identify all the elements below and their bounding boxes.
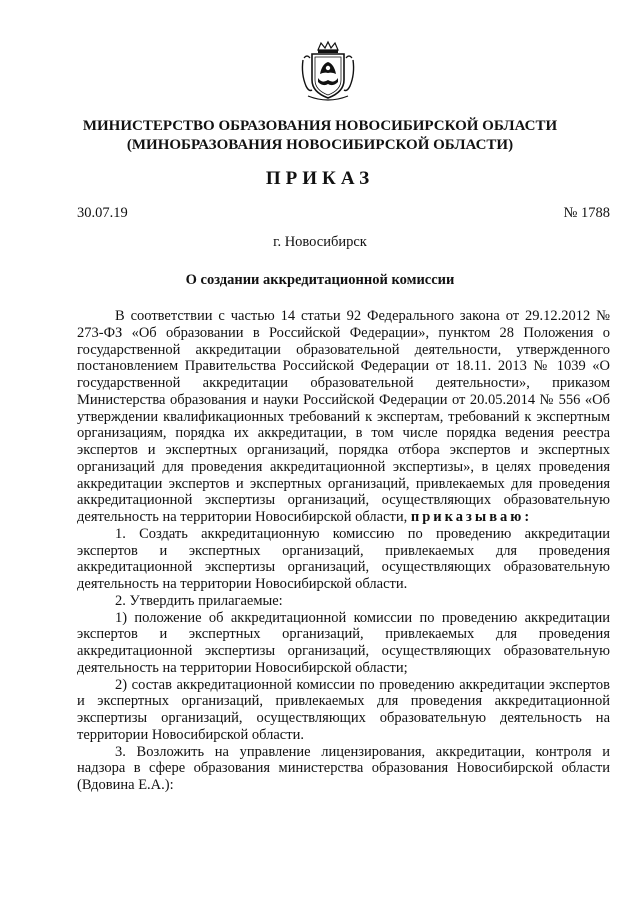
order-item: 3. Возложить на управление лицензирования, аккредитации, контроля и надзора в сфере образования министерства образования Новосибирской области (Вдовина Е.А.): [77,743,610,793]
ministry-short-name: (МИНОБРАЗОВАНИЯ НОВОСИБИРСКОЙ ОБЛАСТИ) [126,137,514,153]
order-city: г. Новосибирск [273,234,367,250]
order-preamble [77,308,610,526]
preamble-text: В соответствии с частью 14 статьи 92 Федерального закона от 29.12.2012 № 273-ФЗ «Об образовании в Российской Федерации», пунктом 28 Положения о государственной аккредитации образовательной деятельности, утвержденного постановлением Правительства Российской Федерации от 18.11. 2013 № 1039 «О государственной аккредитации образовательной деятельности», приказом Министерства образования и науки Российской Федерации от 20.05.2014 № 556 «Об утверждении квалификационных требований к экспертам, требований к экспертным организациям, порядка их аккредитации, в том числе порядка ведения реестра экспертов и экспертных организаций, порядка отбора экспертов и экспертных организаций для проведения аккредитационной экспертизы», в целях проведения аккредитации экспертов и экспертных организаций, привлекаемых для проведения аккредитационной экспертизы организаций, осуществляющих образовательную деятельность на территории Новосибирской области, [77,308,610,525]
order-item: 2. Утвердить прилагаемые: [115,592,283,609]
order-title: ПРИКАЗ [265,168,375,189]
order-item: 2) состав аккредитационной комиссии по проведению аккредитации экспертов и экспертных организаций, привлекаемых для проведения аккредитационной экспертизы организаций, осуществляющих образовательную деятельность на территории Новосибирской области. [77,676,610,743]
coat-of-arms-icon [300,40,356,102]
ministry-header [0,117,640,155]
order-date: 30.07.19 [77,205,128,221]
order-body [77,308,610,794]
order-command-word: приказываю: [410,509,533,525]
order-item: 1) положение об аккредитационной комиссии по проведению аккредитации экспертов и экспертных организаций, привлекаемых для проведения аккредитационной экспертизы организаций, осуществляющих образовательную деятельность на территории Новосибирской области; [77,609,610,676]
order-number: № 1788 [563,205,610,221]
order-subject: О создании аккредитационной комиссии [185,272,455,288]
ministry-name: МИНИСТЕРСТВО ОБРАЗОВАНИЯ НОВОСИБИРСКОЙ ОБЛАСТИ [82,118,558,134]
order-item: 1. Создать аккредитационную комиссию по проведению аккредитации экспертов и экспертных организаций, привлекаемых для проведения аккредитационной экспертизы организаций, осуществляющих образовательную деятельность на территории Новосибирской области. [77,525,610,592]
